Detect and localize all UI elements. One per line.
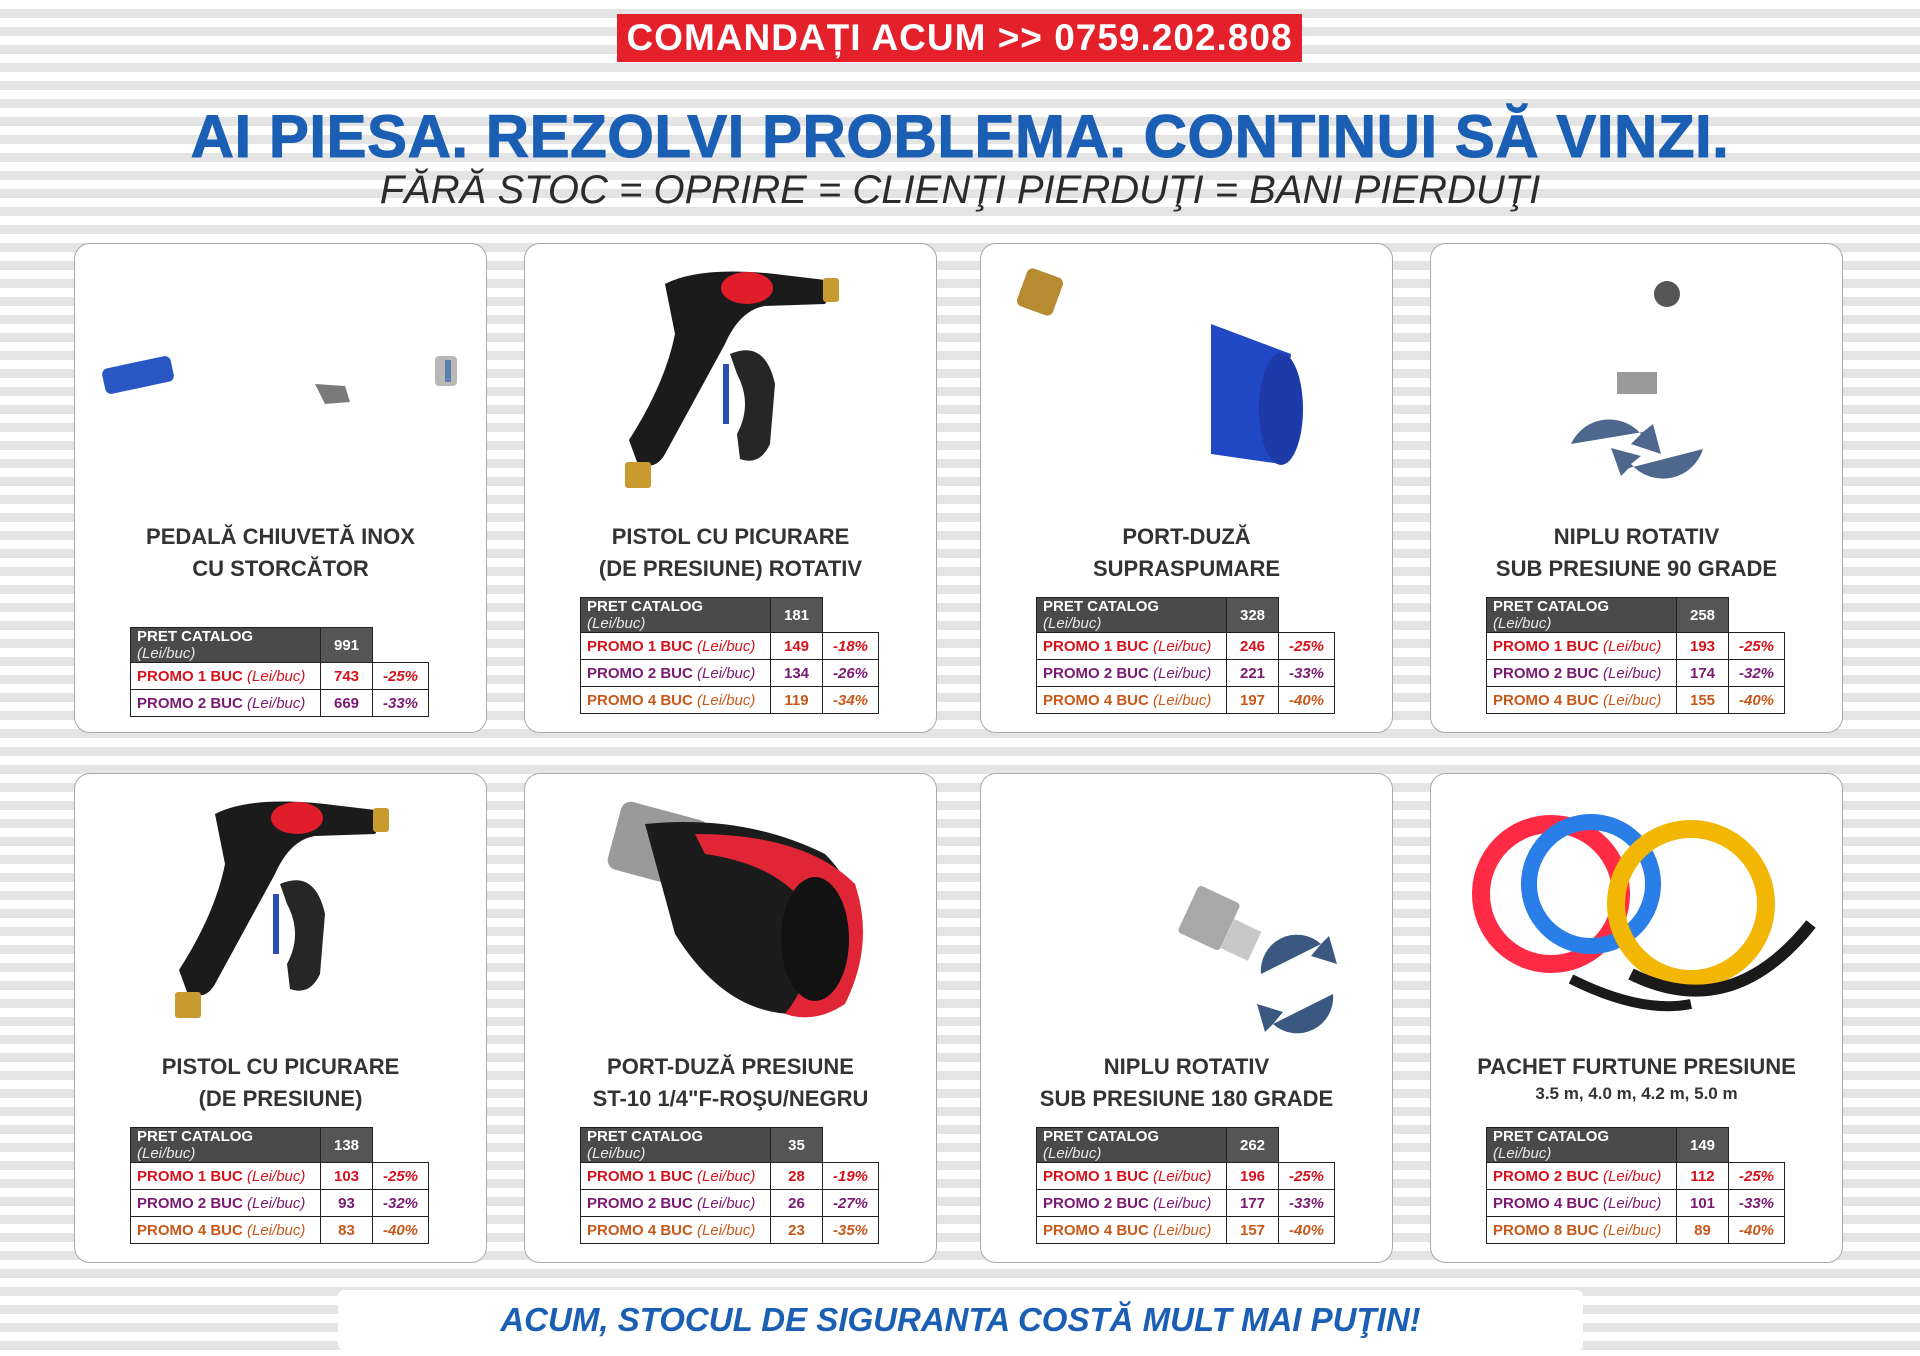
catalog-label: PRET CATALOG (Lei/buc) [581, 1128, 771, 1163]
promo-label: PROMO 2 BUC (Lei/buc) [1037, 660, 1227, 687]
catalog-price-row [1487, 1128, 1785, 1163]
spray-gun-icon [75, 774, 488, 1044]
product-card[interactable] [980, 773, 1393, 1263]
discount-percent: -26% [823, 660, 879, 687]
price-table [1486, 1127, 1785, 1244]
product-card[interactable] [980, 243, 1393, 733]
product-title-line-2: SUB PRESIUNE 90 GRADE [1495, 556, 1778, 581]
catalog-price: 991 [321, 628, 373, 663]
promo-price: 103 [321, 1163, 373, 1190]
catalog-price: 262 [1227, 1128, 1279, 1163]
catalog-label: PRET CATALOG (Lei/buc) [131, 628, 321, 663]
product-title [981, 521, 1392, 585]
discount-percent: -35% [823, 1217, 879, 1244]
product-title [75, 1051, 486, 1115]
promo-label: PROMO 1 BUC (Lei/buc) [1037, 1163, 1227, 1190]
promo-label: PROMO 1 BUC (Lei/buc) [581, 1163, 771, 1190]
nozzle-holder-icon [525, 774, 938, 1044]
promo-label: PROMO 4 BUC (Lei/buc) [581, 687, 771, 714]
promo-label: PROMO 1 BUC (Lei/buc) [581, 633, 771, 660]
promo-price-row [1487, 660, 1785, 687]
promo-price-row [131, 1217, 429, 1244]
promo-price-row [581, 1163, 879, 1190]
inox-pedal-icon [75, 244, 488, 514]
discount-percent: -40% [373, 1217, 429, 1244]
promo-price-row [1487, 1190, 1785, 1217]
catalog-price: 181 [771, 598, 823, 633]
catalog-label: PRET CATALOG (Lei/buc) [1487, 598, 1677, 633]
catalog-label: PRET CATALOG (Lei/buc) [1487, 1128, 1677, 1163]
promo-price-row [1037, 1190, 1335, 1217]
promo-label: PROMO 2 BUC (Lei/buc) [1487, 1163, 1677, 1190]
spray-gun-icon [525, 244, 938, 514]
discount-percent: -40% [1279, 1217, 1335, 1244]
promo-price-row [581, 660, 879, 687]
catalog-label: PRET CATALOG (Lei/buc) [581, 598, 771, 633]
discount-percent: -27% [823, 1190, 879, 1217]
product-title-line-1: PISTOL CU PICURARE [611, 524, 850, 549]
promo-label: PROMO 1 BUC (Lei/buc) [1487, 633, 1677, 660]
catalog-label: PRET CATALOG (Lei/buc) [1037, 1128, 1227, 1163]
catalog-price-row [1487, 598, 1785, 633]
promo-label: PROMO 2 BUC (Lei/buc) [581, 660, 771, 687]
product-card[interactable] [524, 243, 937, 733]
promo-price-row [581, 1217, 879, 1244]
promo-price-row [131, 1163, 429, 1190]
catalog-label: PRET CATALOG (Lei/buc) [1037, 598, 1227, 633]
promo-price: 101 [1677, 1190, 1729, 1217]
discount-percent: -32% [373, 1190, 429, 1217]
promo-label: PROMO 4 BUC (Lei/buc) [581, 1217, 771, 1244]
product-lengths-note: 3.5 m, 4.0 m, 4.2 m, 5.0 m [1535, 1084, 1738, 1103]
promo-label: PROMO 1 BUC (Lei/buc) [1037, 633, 1227, 660]
promo-price: 246 [1227, 633, 1279, 660]
catalog-price: 328 [1227, 598, 1279, 633]
promo-price: 177 [1227, 1190, 1279, 1217]
product-title-line-2: ST-10 1/4"F-ROŞU/NEGRU [592, 1086, 869, 1111]
empty-cell [823, 1128, 879, 1163]
empty-cell [373, 1128, 429, 1163]
promo-price: 28 [771, 1163, 823, 1190]
product-card[interactable] [524, 773, 937, 1263]
product-card[interactable] [1430, 243, 1843, 733]
product-card[interactable] [1430, 773, 1843, 1263]
promo-price: 157 [1227, 1217, 1279, 1244]
promo-price: 197 [1227, 687, 1279, 714]
promo-label: PROMO 2 BUC (Lei/buc) [1487, 660, 1677, 687]
catalog-label: PRET CATALOG (Lei/buc) [131, 1128, 321, 1163]
discount-percent: -19% [823, 1163, 879, 1190]
empty-cell [1279, 1128, 1335, 1163]
catalog-price-row [581, 598, 879, 633]
discount-percent: -18% [823, 633, 879, 660]
promo-price-row [581, 633, 879, 660]
price-table [130, 627, 429, 717]
empty-cell [373, 628, 429, 663]
hose-pack-icon [1431, 774, 1844, 1044]
promo-price-row [581, 1190, 879, 1217]
product-title-line-1: PACHET FURTUNE PRESIUNE [1477, 1054, 1796, 1079]
swivel-90-icon [1431, 244, 1844, 514]
promo-price-row [131, 663, 429, 690]
promo-price: 174 [1677, 660, 1729, 687]
empty-cell [823, 598, 879, 633]
page-subheadline: FĂRĂ STOC = OPRIRE = CLIENŢI PIERDUŢI = BANI PIERDUŢI [379, 168, 1541, 212]
promo-price: 89 [1677, 1217, 1729, 1244]
promo-price: 134 [771, 660, 823, 687]
promo-price-row [1487, 1163, 1785, 1190]
product-title [1431, 1051, 1842, 1105]
promo-label: PROMO 4 BUC (Lei/buc) [1037, 687, 1227, 714]
product-title-line-1: PORT-DUZĂ [1122, 524, 1251, 549]
product-title-line-2: (DE PRESIUNE) ROTATIV [598, 556, 863, 581]
price-table [1486, 597, 1785, 714]
order-now-banner[interactable]: COMANDAȚI ACUM >> 0759.202.808 [617, 14, 1302, 62]
promo-price: 149 [771, 633, 823, 660]
swivel-180-icon [981, 774, 1394, 1044]
product-title-line-1: NIPLU ROTATIV [1553, 524, 1720, 549]
discount-percent: -32% [1729, 660, 1785, 687]
product-title-line-2: SUPRASPUMARE [1092, 556, 1281, 581]
price-table [1036, 1127, 1335, 1244]
promo-price: 669 [321, 690, 373, 717]
discount-percent: -40% [1279, 687, 1335, 714]
promo-price: 196 [1227, 1163, 1279, 1190]
catalog-price: 138 [321, 1128, 373, 1163]
promo-price-row [1487, 1217, 1785, 1244]
promo-price: 119 [771, 687, 823, 714]
promo-price: 83 [321, 1217, 373, 1244]
product-card[interactable] [74, 773, 487, 1263]
promo-label: PROMO 2 BUC (Lei/buc) [131, 1190, 321, 1217]
product-title [1431, 521, 1842, 585]
product-title [981, 1051, 1392, 1115]
product-title-line-1: PEDALĂ CHIUVETĂ INOX [146, 524, 415, 549]
discount-percent: -25% [1729, 1163, 1785, 1190]
promo-label: PROMO 1 BUC (Lei/buc) [131, 663, 321, 690]
promo-label: PROMO 4 BUC (Lei/buc) [1487, 1190, 1677, 1217]
page-headline: AI PIESA. REZOLVI PROBLEMA. CONTINUI SĂ VINZI. [190, 103, 1730, 170]
empty-cell [1279, 598, 1335, 633]
catalog-price: 35 [771, 1128, 823, 1163]
promo-price-row [1037, 1163, 1335, 1190]
price-table [130, 1127, 429, 1244]
product-title-line-2: CU STORCĂTOR [192, 556, 369, 581]
product-title-line-1: PORT-DUZĂ PRESIUNE [607, 1054, 854, 1079]
catalog-price-row [131, 628, 429, 663]
promo-label: PROMO 4 BUC (Lei/buc) [131, 1217, 321, 1244]
promo-label: PROMO 2 BUC (Lei/buc) [1037, 1190, 1227, 1217]
footer-slogan: ACUM, STOCUL DE SIGURANTA COSTĂ MULT MAI PUŢIN! [338, 1290, 1583, 1350]
promo-label: PROMO 4 BUC (Lei/buc) [1037, 1217, 1227, 1244]
discount-percent: -25% [1279, 633, 1335, 660]
promo-price: 155 [1677, 687, 1729, 714]
promo-price-row [1487, 687, 1785, 714]
discount-percent: -40% [1729, 1217, 1785, 1244]
discount-percent: -40% [1729, 687, 1785, 714]
foam-nozzle-icon [981, 244, 1394, 514]
empty-cell [1729, 598, 1785, 633]
product-card[interactable] [74, 243, 487, 733]
discount-percent: -33% [1279, 1190, 1335, 1217]
discount-percent: -33% [373, 690, 429, 717]
promo-price-row [131, 690, 429, 717]
promo-price: 743 [321, 663, 373, 690]
catalog-price-row [581, 1128, 879, 1163]
product-title [525, 1051, 936, 1115]
product-title [75, 521, 486, 585]
promo-price-row [1037, 633, 1335, 660]
discount-percent: -34% [823, 687, 879, 714]
promo-label: PROMO 1 BUC (Lei/buc) [131, 1163, 321, 1190]
promo-label: PROMO 8 BUC (Lei/buc) [1487, 1217, 1677, 1244]
promo-price: 193 [1677, 633, 1729, 660]
price-table [1036, 597, 1335, 714]
discount-percent: -33% [1729, 1190, 1785, 1217]
promo-label: PROMO 2 BUC (Lei/buc) [581, 1190, 771, 1217]
discount-percent: -25% [373, 663, 429, 690]
catalog-price-row [1037, 1128, 1335, 1163]
discount-percent: -25% [373, 1163, 429, 1190]
product-title-line-2: SUB PRESIUNE 180 GRADE [1039, 1086, 1334, 1111]
catalog-price: 258 [1677, 598, 1729, 633]
product-title [525, 521, 936, 585]
empty-cell [1729, 1128, 1785, 1163]
promo-price: 26 [771, 1190, 823, 1217]
catalog-price: 149 [1677, 1128, 1729, 1163]
promo-price: 112 [1677, 1163, 1729, 1190]
price-table [580, 1127, 879, 1244]
promo-label: PROMO 2 BUC (Lei/buc) [131, 690, 321, 717]
promo-price-row [131, 1190, 429, 1217]
promo-price-row [1037, 660, 1335, 687]
promo-price-row [1037, 687, 1335, 714]
catalog-price-row [1037, 598, 1335, 633]
promo-price-row [581, 687, 879, 714]
promo-price-row [1487, 633, 1785, 660]
discount-percent: -33% [1279, 660, 1335, 687]
catalog-price-row [131, 1128, 429, 1163]
promo-price: 23 [771, 1217, 823, 1244]
promo-price: 221 [1227, 660, 1279, 687]
discount-percent: -25% [1729, 633, 1785, 660]
product-title-line-1: PISTOL CU PICURARE [161, 1054, 400, 1079]
promo-label: PROMO 4 BUC (Lei/buc) [1487, 687, 1677, 714]
discount-percent: -25% [1279, 1163, 1335, 1190]
product-title-line-1: NIPLU ROTATIV [1103, 1054, 1270, 1079]
price-table [580, 597, 879, 714]
promo-price: 93 [321, 1190, 373, 1217]
promo-price-row [1037, 1217, 1335, 1244]
product-title-line-2: (DE PRESIUNE) [198, 1086, 363, 1111]
